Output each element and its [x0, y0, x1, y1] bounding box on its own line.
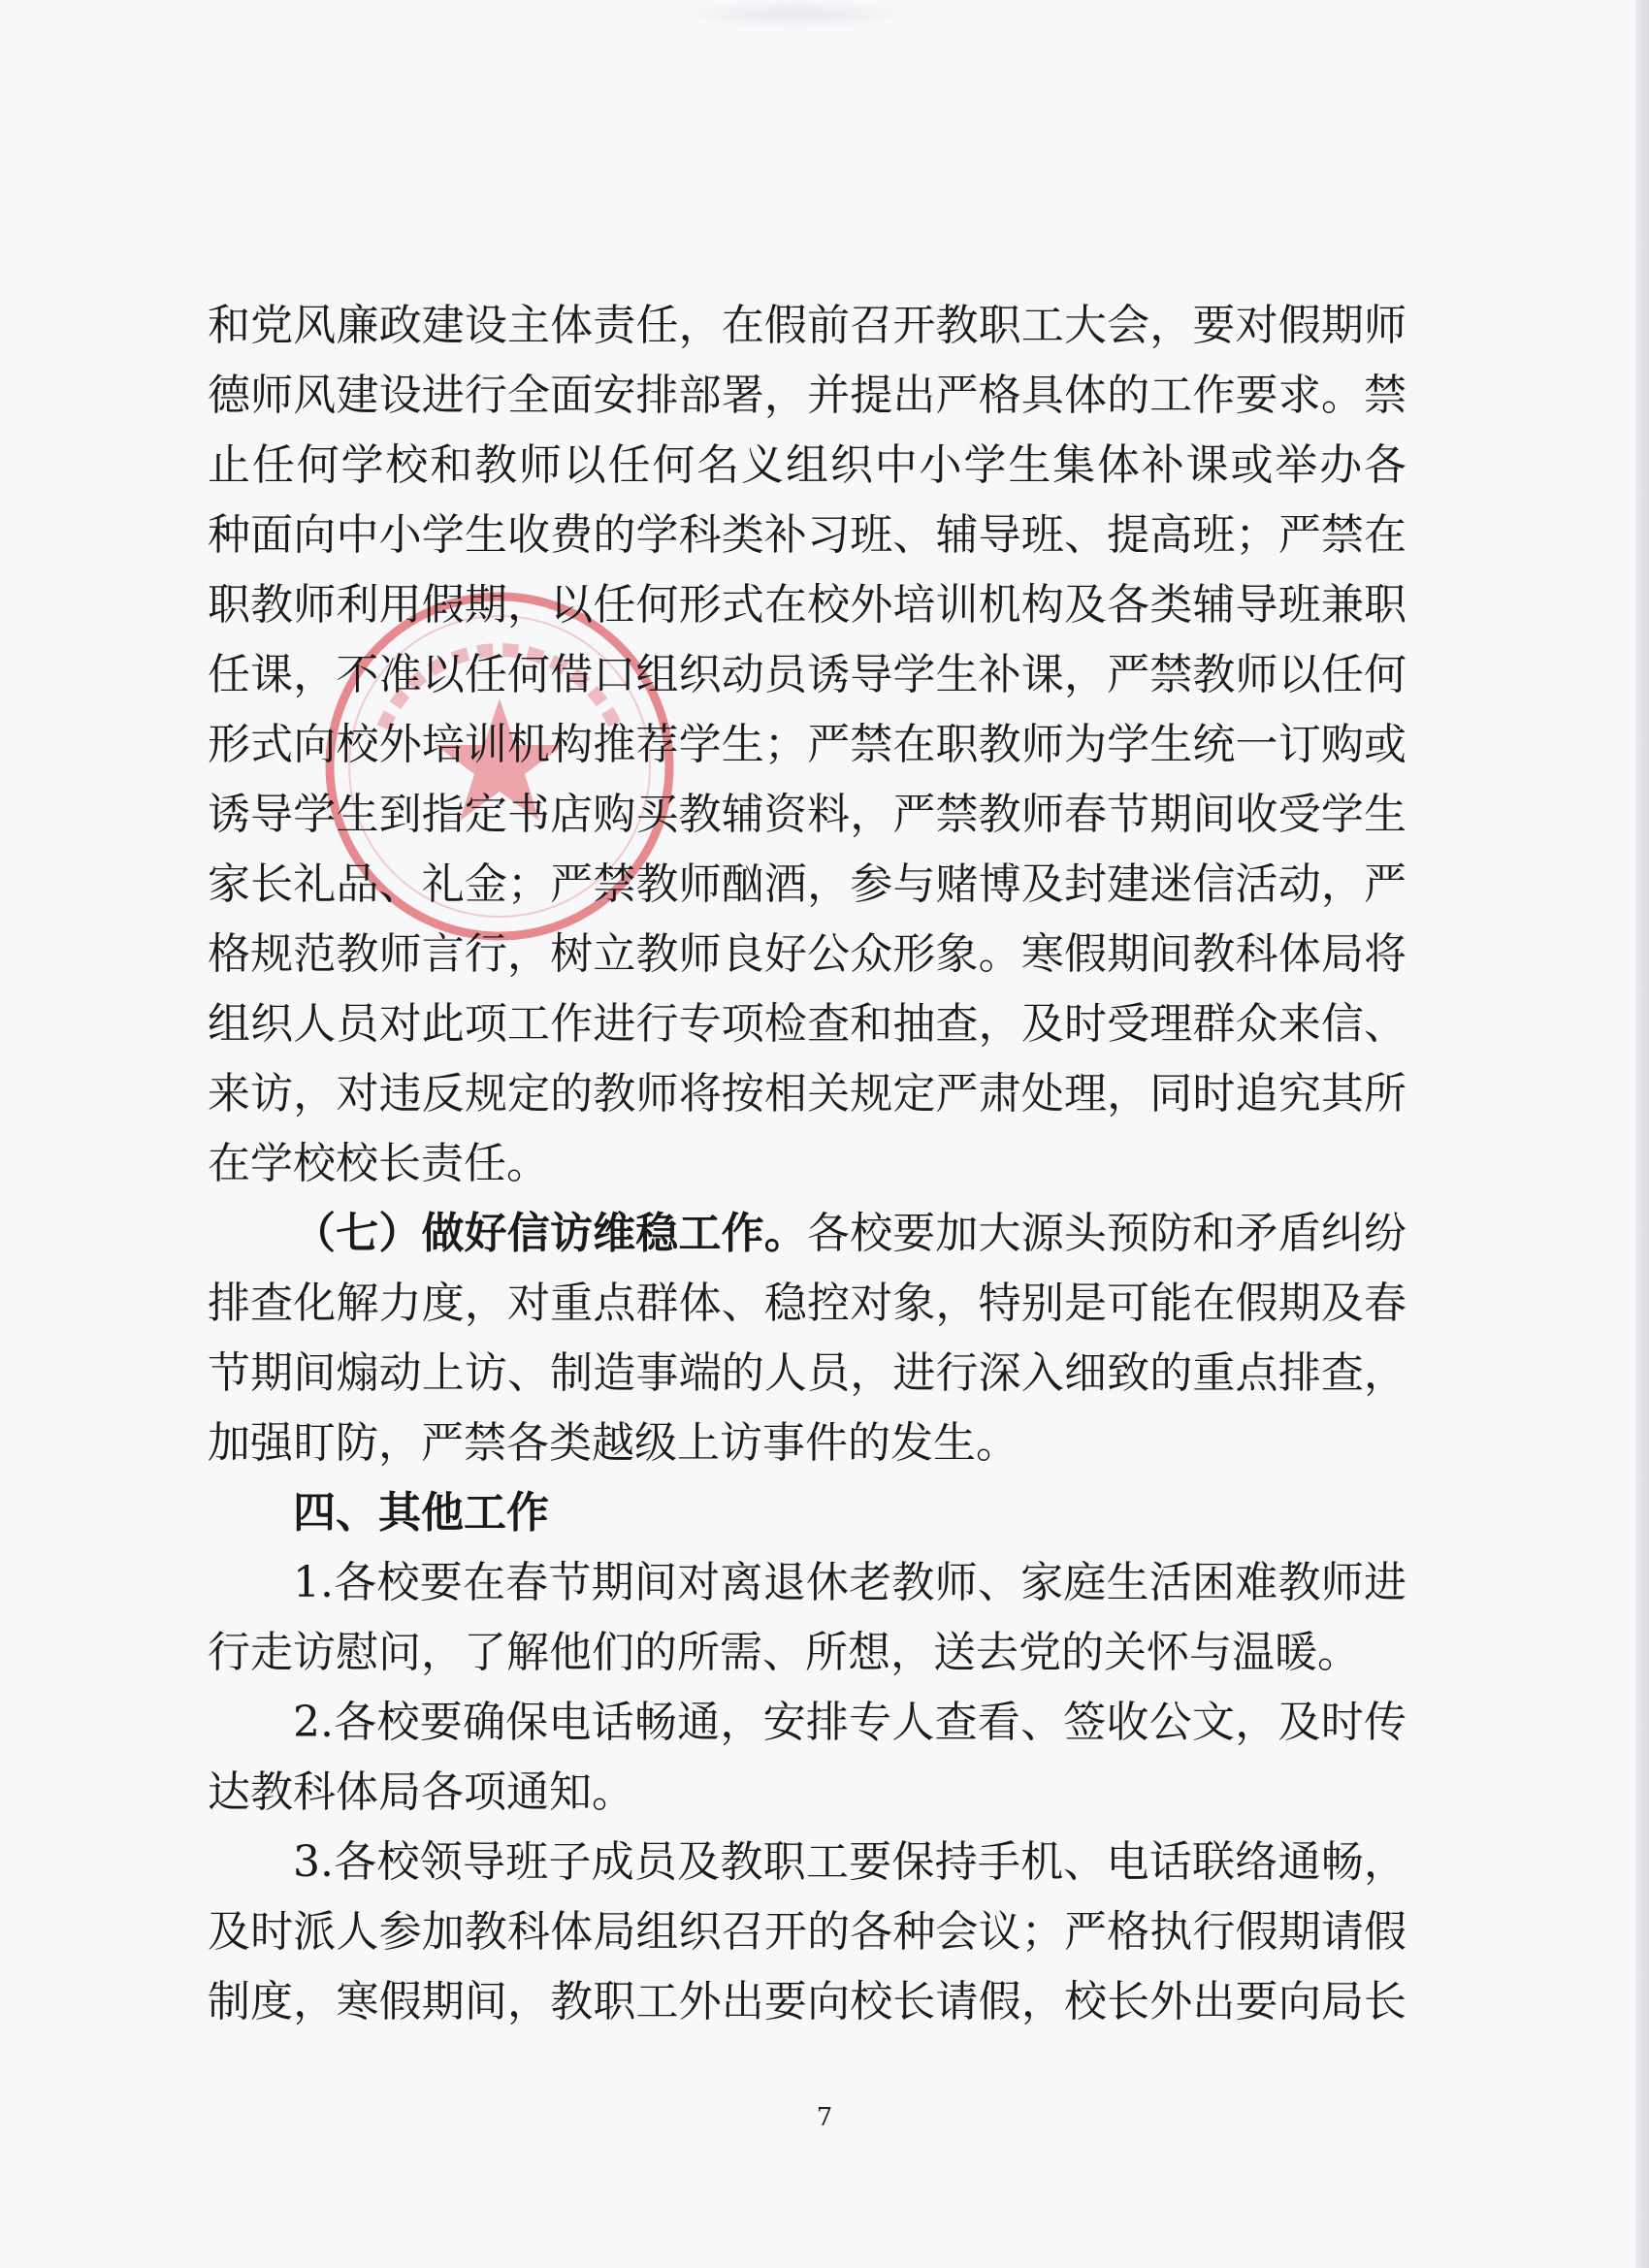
text-line: 止任何学校和教师以任何名义组织中小学生集体补课或举办各: [208, 440, 1406, 490]
text-line: 达教科体局各项通知。: [208, 1767, 634, 1817]
text-line: 节期间煽动上访、制造事端的人员，进行深入细致的重点排查，: [208, 1348, 1406, 1398]
item-3-line: 3.各校领导班子成员及教职工要保持手机、电话联络通畅，: [293, 1837, 1406, 1887]
text-line: 德师风建设进行全面安排部署，并提出严格具体的工作要求。禁: [208, 371, 1406, 420]
text-line: 行走访慰问，了解他们的所需、所想，送去党的关怀与温暖。: [208, 1628, 1360, 1677]
section-7-first-line: [208, 1199, 1406, 1269]
text-line: 制度，寒假期间，教职工外出要向校长请假，校长外出要向局长: [208, 1977, 1406, 2026]
text-line: 排查化解力度，对重点群体、稳控对象，特别是可能在假期及春: [208, 1279, 1406, 1328]
item-2-line: 2.各校要确保电话畅通，安排专人查看、签收公文，及时传: [293, 1698, 1406, 1747]
document-body: [208, 291, 1406, 2037]
text-line: 和党风廉政建设主体责任，在假前召开教职工大会，要对假期师: [208, 301, 1406, 350]
text-line: 及时派人参加教科体局组织召开的各种会议；严格执行假期请假: [208, 1907, 1406, 1957]
text-line: 种面向中小学生收费的学科类补习班、辅导班、提高班；严禁在: [208, 510, 1406, 560]
scan-smudge: [679, 0, 912, 29]
text-line: 来访，对违反规定的教师将按相关规定严肃处理，同时追究其所: [208, 1069, 1406, 1118]
text-line: 加强盯防，严禁各类越级上访事件的发生。: [208, 1418, 1018, 1468]
item-1-line: 1.各校要在春节期间对离退休老教师、家庭生活困难教师进: [293, 1558, 1406, 1607]
text-line: 格规范教师言行，树立教师良好公众形象。寒假期间教科体局将: [208, 929, 1406, 979]
text-line: 诱导学生到指定书店购买教辅资料，严禁教师春节期间收受学生: [208, 790, 1406, 839]
page-edge-shadow: [1635, 0, 1649, 2268]
section-7-title: （七）做好信访维稳工作。: [293, 1209, 807, 1258]
section-7-text: 各校要加大源头预防和矛盾纠纷: [806, 1209, 1407, 1258]
section-4-heading: 四、其他工作: [293, 1488, 549, 1538]
page-number: 7: [816, 2103, 833, 2132]
text-line: 形式向校外培训机构推荐学生；严禁在职教师为学生统一订购或: [208, 720, 1406, 769]
text-line: 组织人员对此项工作进行专项检查和抽查，及时受理群众来信、: [208, 999, 1406, 1049]
text-line: 在学校校长责任。: [208, 1139, 549, 1188]
text-line: 职教师利用假期，以任何形式在校外培训机构及各类辅导班兼职: [208, 580, 1406, 630]
text-line: 家长礼品、礼金；严禁教师酗酒，参与赌博及封建迷信活动，严: [208, 859, 1406, 909]
text-line: 任课，不准以任何借口组织动员诱导学生补课，严禁教师以任何: [208, 650, 1406, 699]
